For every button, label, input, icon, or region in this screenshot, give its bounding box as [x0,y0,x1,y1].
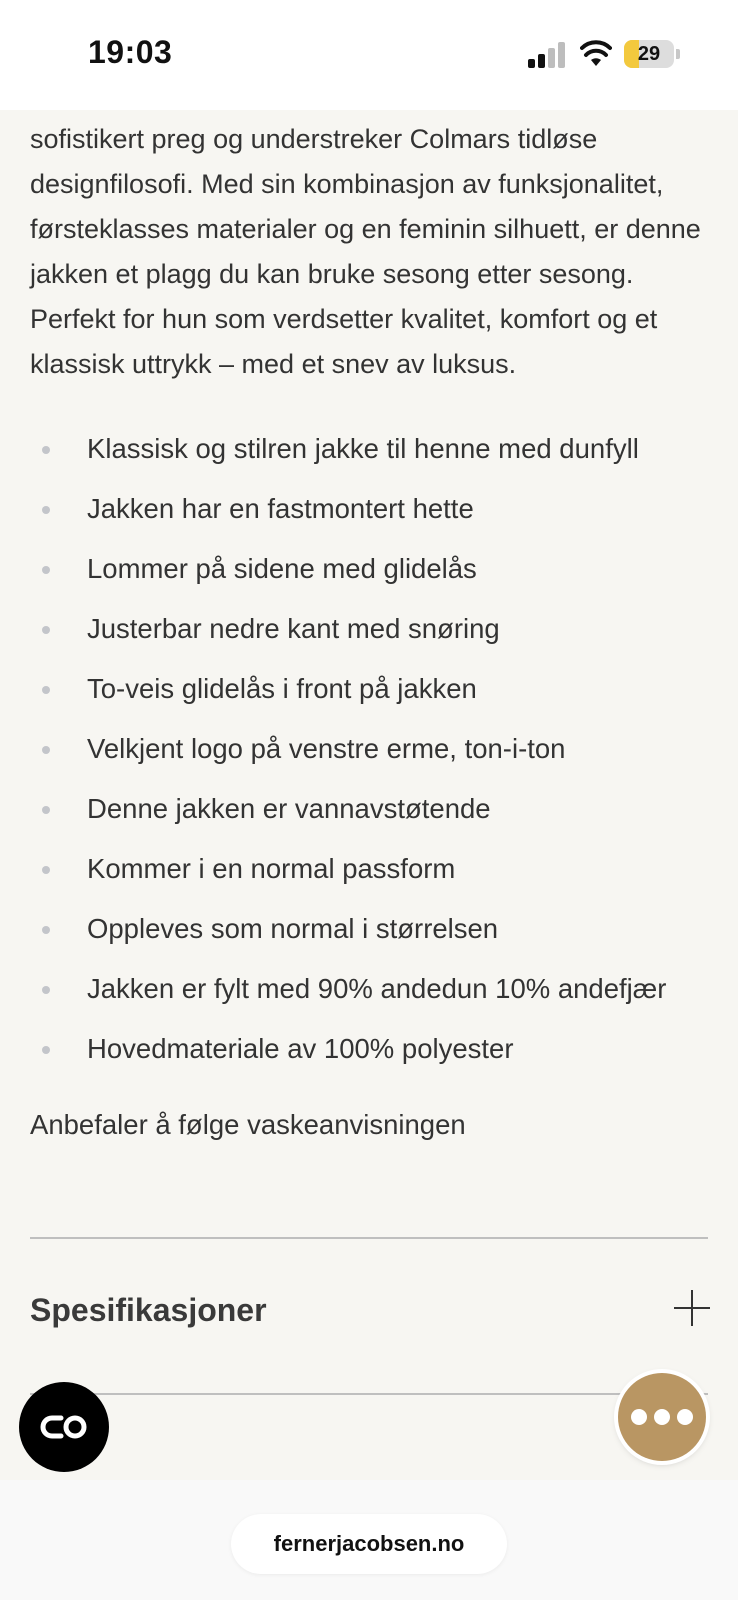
feature-list-item [30,479,710,539]
feature-list-item [30,839,710,899]
feature-list-item [30,659,710,719]
chat-logo-icon [39,1412,89,1442]
specifications-accordion-title[interactable]: Spesifikasjoner [30,1292,267,1328]
feature-list-item [30,599,710,659]
more-options-button[interactable] [618,1373,706,1461]
bullet-icon [42,626,50,634]
feature-text: To-veis glidelås i front på jakken [87,673,477,704]
feature-text: Jakken er fylt med 90% andedun 10% andefjær [87,973,667,1004]
bullet-icon [42,446,50,454]
more-dots-icon [631,1409,647,1425]
feature-text: Oppleves som normal i størrelsen [87,913,499,944]
bullet-icon [42,506,50,514]
feature-list [30,419,710,1079]
battery-level: 29 [637,42,661,65]
status-bar [0,0,738,110]
battery-cap [676,49,680,59]
feature-text: Velkjent logo på venstre erme, ton-i-ton [87,733,566,764]
battery-icon [624,40,674,68]
chat-button[interactable] [19,1382,109,1472]
feature-text: Jakken har en fastmontert hette [87,493,474,524]
section-divider [30,1237,708,1239]
cellular-signal-icon [528,42,568,68]
care-note: Anbefaler å følge vaskeanvisningen [30,1109,466,1140]
feature-list-item [30,779,710,839]
feature-text: Justerbar nedre kant med snøring [87,613,500,644]
feature-list-item [30,899,710,959]
bullet-icon [42,806,50,814]
address-bar[interactable]: fernerjacobsen.no [231,1514,507,1574]
more-dots-icon [677,1409,693,1425]
bullet-icon [42,986,50,994]
bullet-icon [42,686,50,694]
bullet-icon [42,866,50,874]
feature-text: Lommer på sidene med glidelås [87,553,477,584]
more-dots-icon [654,1409,670,1425]
feature-text: Kommer i en normal passform [87,853,456,884]
feature-list-item [30,959,710,1019]
section-divider [30,1393,708,1395]
feature-list-item [30,419,710,479]
feature-list-item [30,719,710,779]
feature-list-item [30,539,710,599]
feature-text: Hovedmateriale av 100% polyester [87,1033,514,1064]
browser-bottom-bar [0,1480,738,1600]
status-time: 19:03 [88,34,173,70]
bullet-icon [42,746,50,754]
product-description-section [30,117,710,1147]
feature-text: Denne jakken er vannavstøtende [87,793,491,824]
wifi-icon [580,40,612,68]
product-description: sofistikert preg og understreker Colmars tidløse designfilosofi. Med sin kombinasjon av funksjonalitet, førsteklasses materialer og en feminin silhuett, er denne jakken et plagg du kan bruke sesong etter sesong. Perfekt for hun som verdsetter kvalitet, komfort og et klassisk uttrykk – med et snev av luksus. [30,124,701,379]
feature-list-item [30,1019,710,1079]
bullet-icon [42,1046,50,1054]
expand-plus-icon[interactable] [672,1288,712,1328]
bullet-icon [42,926,50,934]
bullet-icon [42,566,50,574]
feature-text: Klassisk og stilren jakke til henne med dunfyll [87,433,639,464]
